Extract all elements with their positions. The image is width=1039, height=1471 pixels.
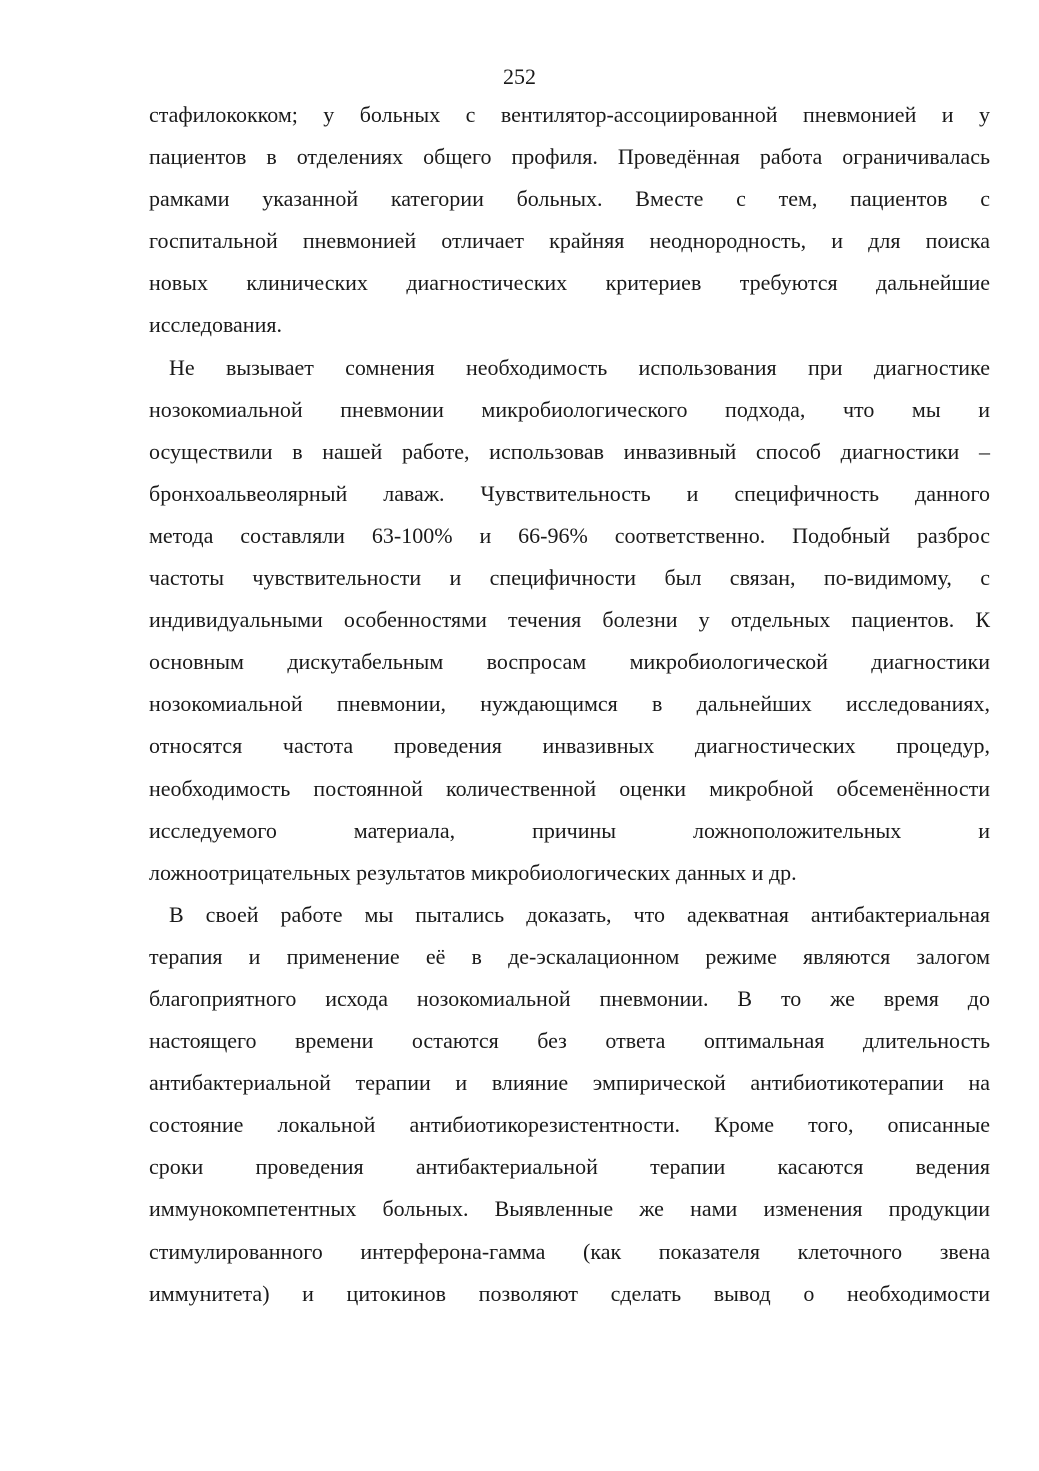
body-text <box>149 94 990 1315</box>
text-line: иммунокомпетентных больных. Выявленные же нами изменения продукции <box>149 1196 990 1222</box>
text-line: исследования. <box>149 312 282 338</box>
paragraph-3 <box>149 894 990 1315</box>
text-line: терапия и применение её в де-эскалационном режиме являются залогом <box>149 943 990 969</box>
paragraph-2 <box>149 347 990 894</box>
text-line: нозокомиальной пневмонии, нуждающимся в дальнейших исследованиях, <box>149 691 990 717</box>
text-line: госпитальной пневмонией отличает крайняя неоднородность, и для поиска <box>149 228 990 254</box>
text-line: индивидуальными особенностями течения болезни у отдельных пациентов. К <box>149 607 990 633</box>
paragraph-1 <box>149 94 990 347</box>
text-line: метода составляли 63-100% и 66-96% соответственно. Подобный разброс <box>149 522 990 548</box>
text-line: новых клинических диагностических критериев требуются дальнейшие <box>149 270 990 296</box>
text-line: бронхоальвеолярный лаваж. Чувствительность и специфичность данного <box>149 480 990 506</box>
text-line: В своей работе мы пытались доказать, что адекватная антибактериальная <box>169 901 990 927</box>
text-line: частоты чувствительности и специфичности был связан, по-видимому, с <box>149 565 990 591</box>
text-line: необходимость постоянной количественной оценки микробной обсеменённости <box>149 775 990 801</box>
text-line: осуществили в нашей работе, использовав инвазивный способ диагностики – <box>149 438 990 464</box>
text-line: ложноотрицательных результатов микробиологических данных и др. <box>149 859 797 885</box>
text-line: пациентов в отделениях общего профиля. Проведённая работа ограничивалась <box>149 144 990 170</box>
text-line: исследуемого материала, причины ложноположительных и <box>149 817 990 843</box>
text-line: относятся частота проведения инвазивных диагностических процедур, <box>149 733 990 759</box>
text-line: антибактериальной терапии и влияние эмпирической антибиотикотерапии на <box>149 1070 990 1096</box>
text-line: состояние локальной антибиотикорезистентности. Кроме того, описанные <box>149 1112 990 1138</box>
text-line: иммунитета) и цитокинов позволяют сделать вывод о необходимости <box>149 1280 990 1306</box>
page-number: 252 <box>503 64 536 89</box>
text-line: стафилококком; у больных с вентилятор-ассоциированной пневмонией и у <box>149 102 990 127</box>
text-line: Не вызывает сомнения необходимость использования при диагностике <box>169 354 990 380</box>
text-line: рамками указанной категории больных. Вместе с тем, пациентов с <box>149 186 990 212</box>
text-line: благоприятного исхода нозокомиальной пневмонии. В то же время до <box>149 985 990 1011</box>
text-line: основным дискутабельным воспросам микробиологической диагностики <box>149 649 990 675</box>
text-line: нозокомиальной пневмонии микробиологического подхода, что мы и <box>149 396 990 422</box>
text-line: сроки проведения антибактериальной терапии касаются ведения <box>149 1154 990 1180</box>
text-line: стимулированного интерферона-гамма (как показателя клеточного звена <box>149 1238 990 1264</box>
text-line: настоящего времени остаются без ответа оптимальная длительность <box>149 1028 990 1054</box>
